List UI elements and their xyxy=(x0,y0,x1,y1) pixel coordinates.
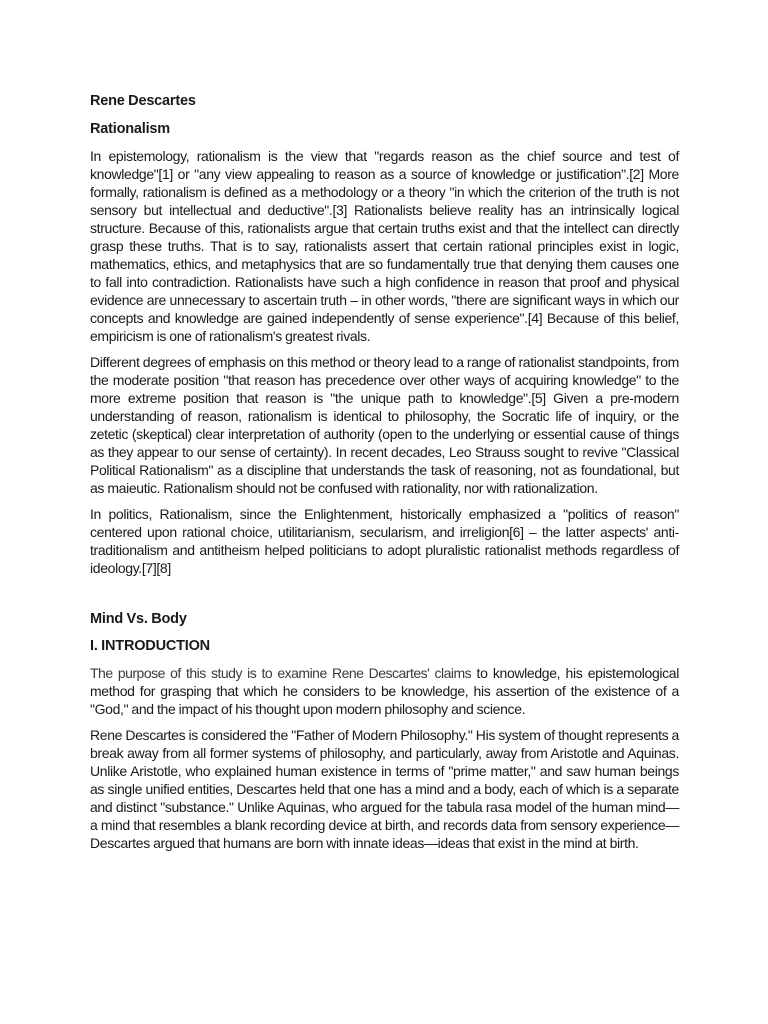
section-heading-rationalism: Rationalism xyxy=(90,121,170,137)
paragraph: In politics, Rationalism, since the Enlightenment, historically emphasized a "politics of reason" centered upon rational choice, utilitarianism, secularism, and irreligion[6] – the latter aspects' anti-traditionalism and antitheism helped politicians to adopt pluralistic rationalist methods regardless of ideology.[7][8] xyxy=(90,506,679,576)
subsection-heading-introduction: I. INTRODUCTION xyxy=(90,638,210,654)
paragraph: In epistemology, rationalism is the view that "regards reason as the chief source and test of knowledge"[1] or "any view appealing to reason as a source of knowledge or justification".[2] More formally, rationalism is defined as a methodology or a theory "in which the criterion of the truth is not sensory but intellectual and deductive".[3] Rationalists believe reality has an intrinsically logical structure. Because of this, rationalists argue that certain truths exist and that the intellect can directly grasp these truths. That is to say, rationalists assert that certain rational principles exist in logic, mathematics, ethics, and metaphysics that are so fundamentally true that denying them causes one to fall into contradiction. Rationalists have such a high confidence in reason that proof and physical evidence are unnecessary to ascertain truth – in other words, "there are significant ways in which our concepts and knowledge are gained independently of sense experience".[4] Because of this belief, empiricism is one of rationalism's greatest rivals. xyxy=(90,148,679,344)
document-title: Rene Descartes xyxy=(90,93,196,109)
intro-rest-text: to knowledge, his epistemological method for grasping that which he considers to be knowledge, his assertion of the existence of a "God," and the impact of his thought upon modern philosophy and science. xyxy=(90,665,679,717)
paragraph: Different degrees of emphasis on this method or theory lead to a range of rationalist standpoints, from the moderate position "that reason has precedence over other ways of acquiring knowledge" to the more extreme position that reason is "the unique path to knowledge".[5] Given a pre-modern understanding of reason, rationalism is identical to philosophy, the Socratic life of inquiry, or the zetetic (skeptical) clear interpretation of authority (open to the underlying or essential cause of things as they appear to our sense of certainty). In recent decades, Leo Strauss sought to revive "Classical Political Rationalism" as a discipline that understands the task of reasoning, not as foundational, but as maieutic. Rationalism should not be confused with rationality, nor with rationalization. xyxy=(90,354,679,496)
intro-paragraph xyxy=(90,664,679,718)
section-heading-mind-vs-body: Mind Vs. Body xyxy=(90,611,187,627)
paragraph: Rene Descartes is considered the "Father of Modern Philosophy." His system of thought represents a break away from all former systems of philosophy, and particularly, away from Aristotle and Aquinas. Unlike Aristotle, who explained human existence in terms of "prime matter," and saw human beings as single unified entities, Descartes held that one has a mind and a body, each of which is a separate and distinct "substance." Unlike Aquinas, who argued for the tabula rasa model of the human mind—a mind that resembles a blank recording device at birth, and records data from sensory experience—Descartes argued that humans are born with innate ideas—ideas that exist in the mind at birth. xyxy=(90,727,679,851)
document-page xyxy=(90,92,679,860)
section-spacer xyxy=(90,585,679,610)
intro-lead-text: The purpose of this study is to examine Rene Descartes' claims xyxy=(90,665,472,681)
